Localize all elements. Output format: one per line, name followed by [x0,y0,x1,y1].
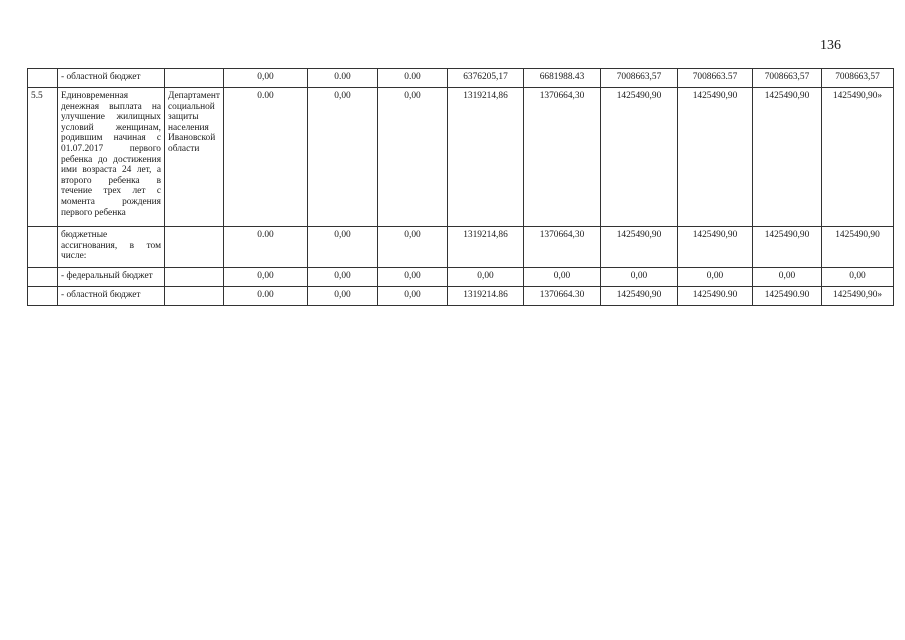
value-cell: 0,00 [378,287,448,306]
value-cell: 0.00 [224,227,308,268]
value-cell: 0,00 [224,268,308,287]
value-cell: 0.00 [224,287,308,306]
value-cell: 7008663,57 [822,69,894,88]
value-cell: 1425490,90 [601,227,678,268]
value-cell: 1425490.90 [678,287,753,306]
value-cell: 0,00 [448,268,524,287]
value-cell: 1319214,86 [448,227,524,268]
value-cell: 1425490,90 [601,88,678,227]
value-cell: 0,00 [378,268,448,287]
value-cell: 6376205,17 [448,69,524,88]
row-number-cell [28,268,58,287]
page-number: 136 [820,38,841,53]
value-cell: 1425490,90 [753,227,822,268]
value-cell: 1319214,86 [448,88,524,227]
value-cell: 7008663,57 [753,69,822,88]
description-cell: - федеральный бюджет [58,268,165,287]
value-cell: 1370664,30 [524,227,601,268]
value-cell: 0,00 [224,69,308,88]
value-cell: 0,00 [378,227,448,268]
value-cell: 1370664.30 [524,287,601,306]
value-cell: 1425490,90 [753,88,822,227]
value-cell: 0.00 [224,88,308,227]
value-cell: 0,00 [308,88,378,227]
value-cell: 0,00 [524,268,601,287]
description-cell: - областной бюджет [58,287,165,306]
table-row [28,227,894,268]
table-row [28,69,894,88]
row-number-cell: 5.5 [28,88,58,227]
table-row [28,287,894,306]
description-cell: Единовременная денежная выплата на улучшение жилищных условий женщинам, родившим начиная с 01.07.2017 первого ребенка до достижения ими возраста 24 лет, а второго ребенка в течение трех лет с момента рождения первого ребенка [58,88,165,227]
value-cell: 1370664,30 [524,88,601,227]
department-cell [165,268,224,287]
value-cell: 0.00 [378,69,448,88]
value-cell: 1425490,90 [601,287,678,306]
row-number-cell [28,227,58,268]
department-cell [165,69,224,88]
row-number-cell [28,287,58,306]
value-cell: 1425490,90 [822,227,894,268]
value-cell: 0,00 [601,268,678,287]
row-number-cell [28,69,58,88]
value-cell: 0,00 [753,268,822,287]
description-cell: бюджетные ассигнования, в том числе: [58,227,165,268]
value-cell: 1425490,90 [678,227,753,268]
value-cell: 0,00 [822,268,894,287]
value-cell: 0,00 [308,268,378,287]
department-cell [165,287,224,306]
department-cell [165,227,224,268]
department-cell: Департамент социальной защиты населения Ивановской области [165,88,224,227]
value-cell: 0,00 [378,88,448,227]
value-cell: 0,00 [308,287,378,306]
description-cell: - областной бюджет [58,69,165,88]
value-cell: 0.00 [308,69,378,88]
value-cell: 7008663,57 [601,69,678,88]
value-cell: 0,00 [308,227,378,268]
value-cell: 6681988.43 [524,69,601,88]
budget-table [27,68,894,306]
value-cell: 1425490,90 [678,88,753,227]
value-cell: 1319214.86 [448,287,524,306]
value-cell: 7008663.57 [678,69,753,88]
value-cell: 1425490.90 [753,287,822,306]
value-cell: 1425490,90» [822,88,894,227]
value-cell: 1425490,90» [822,287,894,306]
table-row [28,268,894,287]
value-cell: 0,00 [678,268,753,287]
table-row [28,88,894,227]
